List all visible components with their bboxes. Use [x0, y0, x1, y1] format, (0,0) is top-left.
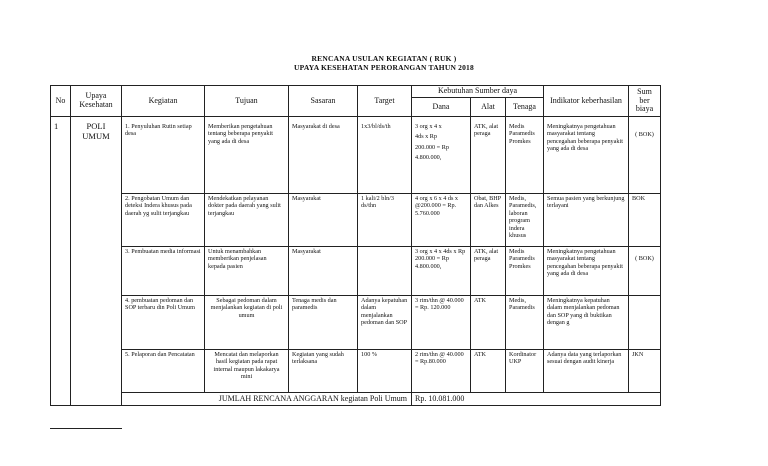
header-sasaran: Sasaran — [289, 86, 358, 117]
cell-dana: 3 rim/thn @ 40.000 = Rp. 120.000 — [412, 296, 471, 350]
document-title: RENCANA USULAN KEGIATAN ( RUK ) — [311, 54, 457, 63]
cell-kegiatan: 5. Pelaporan dan Pencatatan — [122, 350, 205, 393]
cell-target: 1 kali/2 bln/3 ds/thn — [358, 194, 412, 247]
dana-line: 4ds x Rp — [415, 133, 438, 141]
cell-dana: 3 org x 4 x 4ds x Rp 200.000 = Rp 4.800.000, — [412, 247, 471, 296]
cell-kegiatan: 2. Pengobatan Umum dan deteksi Indera khusus pada daerah yg sulit terjangkau — [122, 194, 205, 247]
header-no: No — [51, 86, 71, 117]
cell-kegiatan: 3. Pembuatan media informasi — [122, 247, 205, 296]
header-tenaga: Tenaga — [506, 98, 544, 117]
table-row — [51, 350, 661, 393]
cell-indikator: Meningkatnya kepatuhan dalam menjalankan pedoman dan SOP yang di buktikan dengan g — [544, 296, 629, 350]
cell-kegiatan: 1. Penyuluhan Rutin setiap desa — [122, 117, 205, 194]
cell-sumber-biaya: ( BOK) — [629, 117, 661, 194]
total-amount: Rp. 10.081.000 — [412, 393, 661, 406]
table-row — [51, 296, 661, 350]
cell-dana: 4 org x 6 x 4 ds x @200.000 = Rp. 5.760.000 — [412, 194, 471, 247]
divider — [50, 428, 122, 429]
cell-indikator: Meningkatnya pengetahuan masyarakat tentang pencegahan beberapa penyakit yang ada di desa — [544, 247, 629, 296]
total-label: JUMLAH RENCANA ANGGARAN kegiatan Poli Umum — [122, 393, 412, 406]
cell-dana — [412, 117, 471, 194]
cell-indikator: Semua pasien yang berkunjung terlayani — [544, 194, 629, 247]
cell-target: Adanya kepatuhan dalam menjalankan pedoman dan SOP — [358, 296, 412, 350]
cell-indikator: Adanya data yang terlaporkan sesuai dengan audit kinerja — [544, 350, 629, 393]
cell-indikator: Meningkatnya pengetahuan masyarakat tentang pencegahan beberapa penyakit yang ada di desa — [544, 117, 629, 194]
header-row-1 — [51, 86, 661, 98]
table-row — [51, 194, 661, 247]
cell-sasaran: Tenaga medis dan paramedis — [289, 296, 358, 350]
cell-target: 1x3/bl/ds/th — [358, 117, 412, 194]
cell-tenaga: Medis, Paramedis — [506, 296, 544, 350]
cell-tenaga: Kordinator UKP — [506, 350, 544, 393]
header-alat: Alat — [471, 98, 506, 117]
cell-tenaga: Medis Paramedis Promkes — [506, 247, 544, 296]
header-upaya: Upaya Kesehatan — [71, 86, 122, 117]
table-row — [51, 117, 661, 194]
cell-tenaga: Medis, Paramedis, laboran program indera khusus — [506, 194, 544, 247]
cell-alat: ATK — [471, 296, 506, 350]
dana-line: 200.000 = Rp — [415, 143, 449, 151]
header-kegiatan: Kegiatan — [122, 86, 205, 117]
header-tujuan: Tujuan — [205, 86, 289, 117]
cell-sasaran: Masyarakat — [289, 194, 358, 247]
cell-sasaran: Masyarakat — [289, 247, 358, 296]
cell-sasaran: Masyarakat di desa — [289, 117, 358, 194]
header-kebutuhan: Kebutuhan Sumber daya — [412, 86, 544, 98]
cell-dana: 2 rim/thn @ 40.000 = Rp.80.000 — [412, 350, 471, 393]
cell-alat: ATK — [471, 350, 506, 393]
cell-tenaga: Medis Paramedis Promkes — [506, 117, 544, 194]
cell-tujuan: Sebagai pedoman dalam menjalankan kegiatan di poli umum — [205, 296, 289, 350]
dana-line: 4.800.000, — [415, 154, 442, 162]
cell-sumber-biaya: BOK — [629, 194, 661, 247]
cell-alat: Obat, BHP dan Alkes — [471, 194, 506, 247]
cell-tujuan: Untuk menambahkan memberikan penjelasan kepada pasien — [205, 247, 289, 296]
table-row — [51, 247, 661, 296]
cell-sumber-biaya: JKN — [629, 350, 661, 393]
cell-sumber-biaya: ( BOK) — [629, 247, 661, 296]
cell-sumber-biaya — [629, 296, 661, 350]
cell-tujuan: Mencatat dan melaporkan hasil kegiatan pada rapat internal maupun lakakarya mini — [205, 350, 289, 393]
ruk-table — [50, 85, 661, 406]
total-row — [51, 393, 661, 406]
section-number: 1 — [51, 117, 71, 406]
cell-sasaran: Kegiatan yang sudah terlaksana — [289, 350, 358, 393]
cell-tujuan: Mendekatkan pelayanan dokter pada daerah yang sulit terjangkau — [205, 194, 289, 247]
section-upaya: POLI UMUM — [71, 117, 122, 406]
header-dana: Dana — [412, 98, 471, 117]
header-sumber-biaya: Sum ber biaya — [629, 86, 661, 117]
cell-tujuan: Memberikan pengetahuan tentang beberapa penyakit yang ada di desa — [205, 117, 289, 194]
document-subtitle: UPAYA KESEHATAN PERORANGAN TAHUN 2018 — [294, 63, 474, 72]
cell-alat: ATK, alat peraga — [471, 117, 506, 194]
cell-alat: ATK, alat peraga — [471, 247, 506, 296]
dana-line: 3 org x 4 x — [415, 123, 442, 130]
header-target: Target — [358, 86, 412, 117]
cell-kegiatan: 4. pembuatan pedoman dan SOP terbaru din Poli Umum — [122, 296, 205, 350]
cell-target: 100 % — [358, 350, 412, 393]
cell-target — [358, 247, 412, 296]
header-indikator: Indikator keberhasilan — [544, 86, 629, 117]
